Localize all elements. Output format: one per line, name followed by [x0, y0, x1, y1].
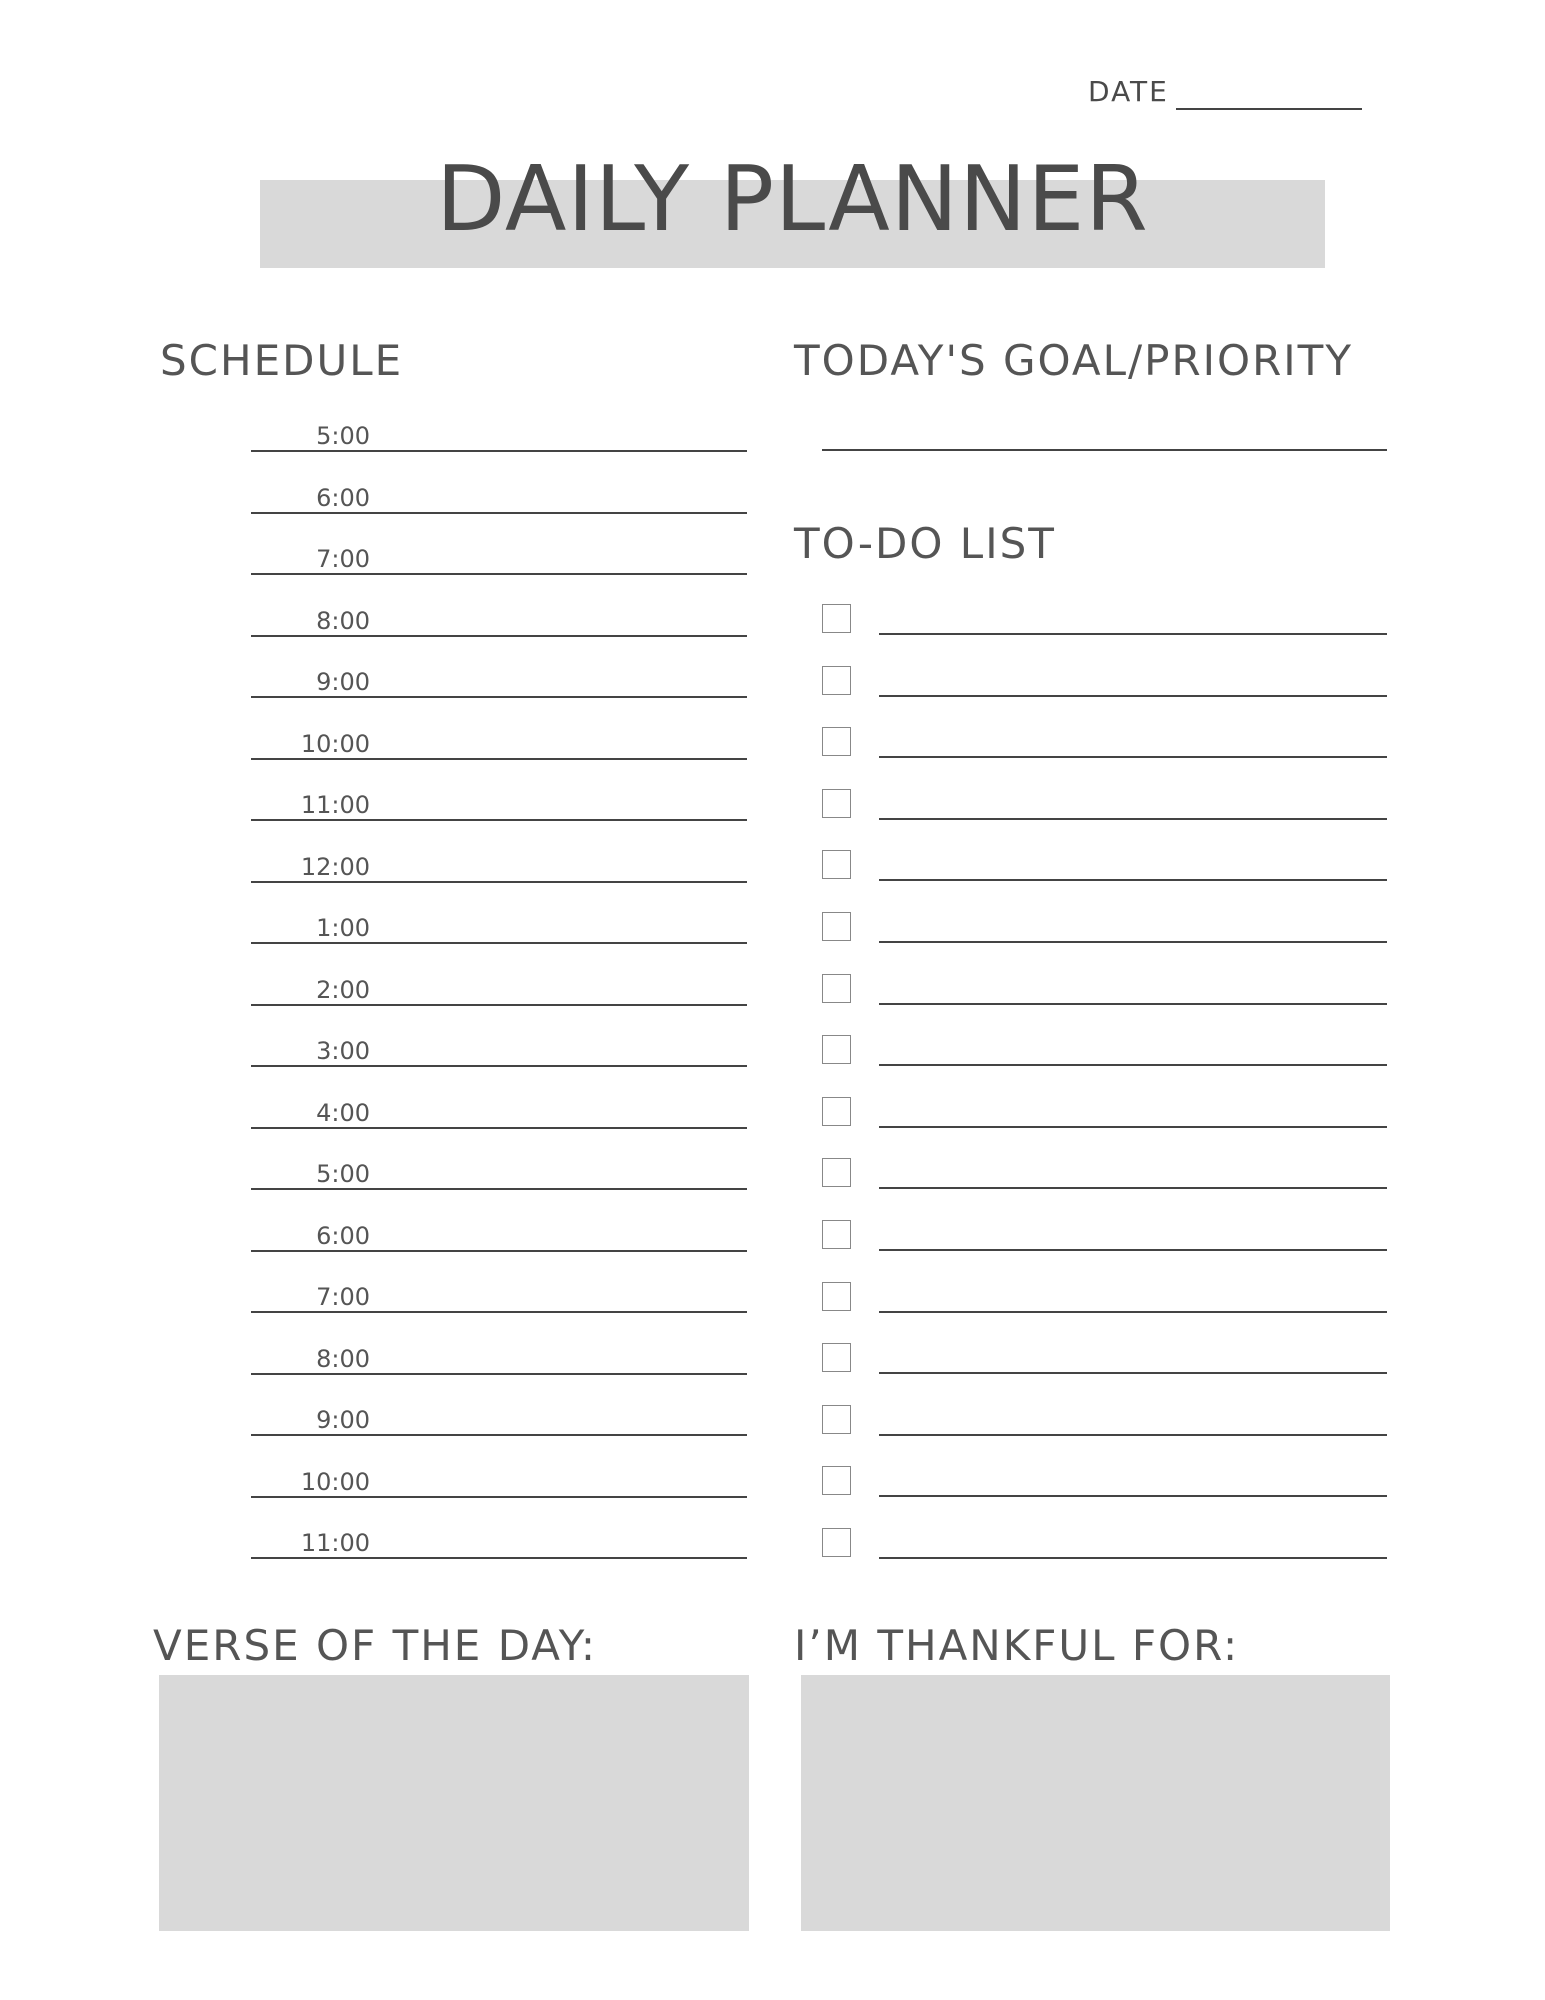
todo-item [822, 1222, 1392, 1262]
schedule-row [150, 975, 750, 1018]
schedule-time-label: 11:00 [300, 791, 370, 819]
schedule-row [150, 1285, 750, 1325]
schedule-entry-line[interactable] [251, 512, 747, 514]
schedule-row [150, 547, 750, 587]
schedule-row [150, 1408, 750, 1448]
todo-heading: TO-DO LIST [794, 519, 1056, 568]
todo-item [822, 1160, 1392, 1200]
schedule-time-label: 12:00 [300, 852, 370, 881]
schedule-entry-line[interactable] [251, 1004, 747, 1006]
schedule-time-label: 1:00 [316, 914, 370, 942]
verse-heading: VERSE OF THE DAY: [153, 1621, 597, 1670]
schedule-row [150, 852, 750, 895]
schedule-entry-line[interactable] [251, 1496, 747, 1498]
schedule-entry-line[interactable] [251, 1434, 747, 1436]
schedule-row [150, 670, 750, 710]
todo-entry-line[interactable] [879, 941, 1387, 943]
schedule-time-label: 9:00 [316, 1406, 370, 1434]
todo-entry-line[interactable] [879, 1372, 1387, 1374]
schedule-row [150, 1467, 750, 1510]
schedule-time-label: 3:00 [316, 1037, 370, 1065]
todo-item [822, 976, 1392, 1016]
page-title: DAILY PLANNER [436, 147, 1149, 252]
schedule-time-label: 2:00 [316, 975, 370, 1004]
todo-entry-line[interactable] [879, 633, 1387, 635]
todo-item [822, 791, 1392, 831]
todo-checkbox[interactable] [822, 1097, 851, 1126]
todo-entry-line[interactable] [879, 879, 1387, 881]
todo-checkbox[interactable] [822, 604, 851, 633]
schedule-time-label: 10:00 [300, 729, 370, 758]
todo-item [822, 729, 1392, 769]
todo-entry-line[interactable] [879, 1064, 1387, 1066]
thankful-box[interactable] [801, 1675, 1390, 1931]
todo-checkbox[interactable] [822, 1405, 851, 1434]
schedule-time-label: 7:00 [316, 545, 370, 573]
schedule-time-label: 4:00 [316, 1098, 370, 1127]
todo-entry-line[interactable] [879, 1434, 1387, 1436]
todo-item [822, 1037, 1392, 1077]
todo-checkbox[interactable] [822, 912, 851, 941]
todo-checkbox[interactable] [822, 789, 851, 818]
schedule-heading: SCHEDULE [160, 336, 404, 385]
schedule-time-label: 7:00 [316, 1283, 370, 1311]
schedule-entry-line[interactable] [251, 1373, 747, 1375]
todo-item [822, 1099, 1392, 1139]
todo-entry-line[interactable] [879, 756, 1387, 758]
schedule-row [150, 1098, 750, 1141]
schedule-time-label: 8:00 [316, 606, 370, 635]
todo-entry-line[interactable] [879, 1557, 1387, 1559]
todo-entry-line[interactable] [879, 1249, 1387, 1251]
schedule-row [150, 1162, 750, 1202]
todo-item [822, 1468, 1392, 1508]
schedule-entry-line[interactable] [251, 1127, 747, 1129]
schedule-row [150, 606, 750, 649]
todo-item [822, 1284, 1392, 1324]
schedule-row [150, 793, 750, 833]
schedule-entry-line[interactable] [251, 1311, 747, 1313]
todo-entry-line[interactable] [879, 818, 1387, 820]
schedule-row [150, 1531, 750, 1571]
schedule-entry-line[interactable] [251, 1557, 747, 1559]
schedule-entry-line[interactable] [251, 635, 747, 637]
schedule-entry-line[interactable] [251, 758, 747, 760]
schedule-time-label: 6:00 [316, 1221, 370, 1250]
goal-heading: TODAY'S GOAL/PRIORITY [794, 336, 1353, 385]
schedule-entry-line[interactable] [251, 942, 747, 944]
todo-checkbox[interactable] [822, 1343, 851, 1372]
todo-checkbox[interactable] [822, 666, 851, 695]
schedule-entry-line[interactable] [251, 881, 747, 883]
todo-checkbox[interactable] [822, 727, 851, 756]
date-label: DATE [1088, 75, 1169, 108]
schedule-row [150, 729, 750, 772]
schedule-entry-line[interactable] [251, 819, 747, 821]
todo-item [822, 1407, 1392, 1447]
schedule-row [150, 424, 750, 464]
todo-entry-line[interactable] [879, 695, 1387, 697]
schedule-time-label: 5:00 [316, 422, 370, 450]
schedule-entry-line[interactable] [251, 1188, 747, 1190]
schedule-time-label: 9:00 [316, 668, 370, 696]
todo-entry-line[interactable] [879, 1003, 1387, 1005]
schedule-row [150, 916, 750, 956]
thankful-heading: I’M THANKFUL FOR: [794, 1621, 1240, 1670]
schedule-time-label: 8:00 [316, 1344, 370, 1373]
todo-item [822, 914, 1392, 954]
todo-checkbox[interactable] [822, 1220, 851, 1249]
todo-item [822, 1530, 1392, 1570]
todo-item [822, 668, 1392, 708]
schedule-entry-line[interactable] [251, 573, 747, 575]
todo-checkbox[interactable] [822, 1035, 851, 1064]
schedule-entry-line[interactable] [251, 1065, 747, 1067]
schedule-entry-line[interactable] [251, 1250, 747, 1252]
todo-checkbox[interactable] [822, 850, 851, 879]
schedule-row [150, 1039, 750, 1079]
verse-box[interactable] [159, 1675, 749, 1931]
todo-item [822, 1345, 1392, 1385]
todo-entry-line[interactable] [879, 1126, 1387, 1128]
schedule-row [150, 1221, 750, 1264]
date-field-line[interactable] [1176, 108, 1362, 110]
todo-checkbox[interactable] [822, 1528, 851, 1557]
todo-item [822, 852, 1392, 892]
schedule-entry-line[interactable] [251, 696, 747, 698]
schedule-entry-line[interactable] [251, 450, 747, 452]
todo-checkbox[interactable] [822, 1466, 851, 1495]
todo-checkbox[interactable] [822, 1282, 851, 1311]
schedule-row [150, 483, 750, 526]
schedule-row [150, 1344, 750, 1387]
schedule-time-label: 6:00 [316, 483, 370, 512]
schedule-time-label: 10:00 [300, 1467, 370, 1496]
schedule-time-label: 5:00 [316, 1160, 370, 1188]
todo-entry-line[interactable] [879, 1311, 1387, 1313]
schedule-time-label: 11:00 [300, 1529, 370, 1557]
todo-item [822, 606, 1392, 646]
todo-checkbox[interactable] [822, 1158, 851, 1187]
goal-field-line[interactable] [822, 449, 1387, 451]
todo-checkbox[interactable] [822, 974, 851, 1003]
todo-entry-line[interactable] [879, 1187, 1387, 1189]
todo-entry-line[interactable] [879, 1495, 1387, 1497]
